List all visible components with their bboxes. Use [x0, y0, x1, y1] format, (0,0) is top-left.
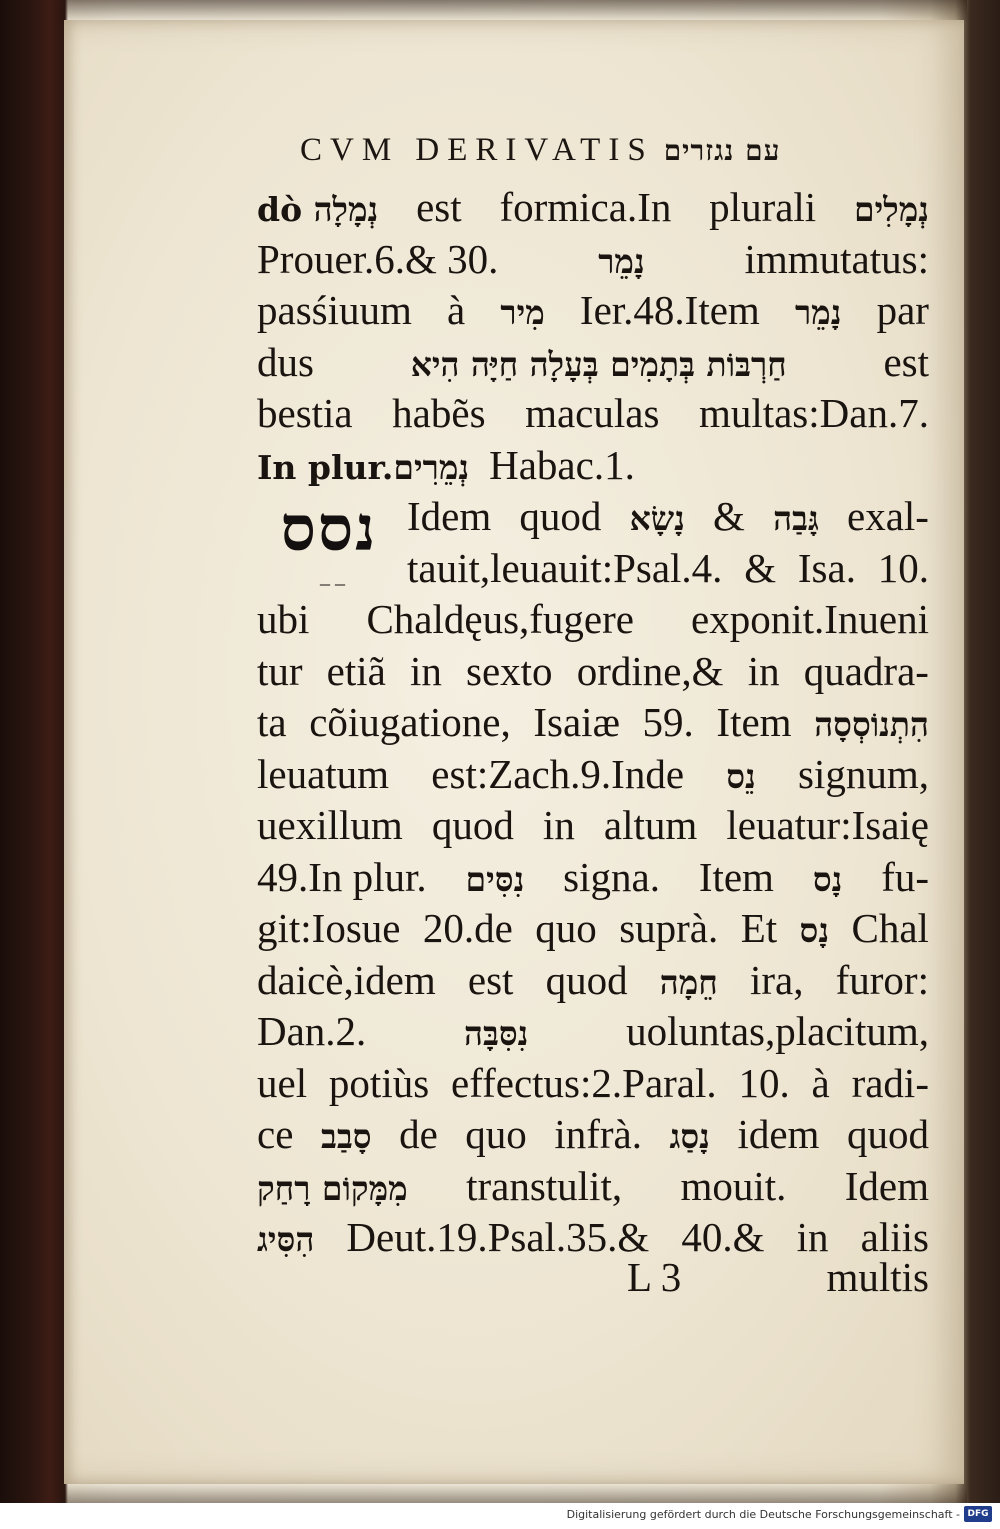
- text-word: quod: [431, 802, 514, 848]
- text-word: ira,: [749, 956, 804, 1003]
- text-word: Deut.19.Psal.35.&: [346, 1214, 650, 1260]
- text-word: Chal: [851, 905, 929, 951]
- text-line: [257, 955, 929, 1007]
- text-word: הִתְנוֹסְסָה: [814, 705, 929, 744]
- entry-heading-hebrew: נסס: [280, 492, 378, 565]
- text-word: גָּבַה: [773, 499, 819, 538]
- text-word: à: [811, 1059, 830, 1106]
- text-word: sexto: [466, 647, 553, 694]
- text-word: est: [416, 184, 462, 230]
- text-word: הִסִּיג: [257, 1220, 315, 1259]
- text-line: [257, 800, 929, 852]
- text-word: 20.de: [422, 905, 513, 951]
- text-word: נִסִּים: [465, 859, 525, 899]
- text-word: signa.: [563, 853, 660, 900]
- catchword: multis: [826, 1254, 929, 1300]
- text-word: 10.: [877, 544, 929, 591]
- text-word: נָס: [799, 911, 830, 950]
- text-line: [257, 543, 929, 595]
- text-line: [257, 1109, 929, 1161]
- text-word: ce: [257, 1111, 294, 1157]
- text-word: ta: [257, 699, 287, 745]
- text-word: idem: [737, 1111, 820, 1157]
- text-word: in: [409, 647, 442, 694]
- text-word: נָמֵר: [598, 241, 645, 281]
- text-word: leuatur:Isaię: [726, 802, 929, 848]
- text-word: in: [542, 802, 575, 848]
- text-word: quo: [535, 905, 597, 951]
- text-word: daicè,idem: [257, 956, 436, 1003]
- text-word: 59.: [642, 699, 694, 745]
- text-word: Ier.48.Item: [579, 287, 760, 333]
- text-word: par: [876, 287, 929, 333]
- text-line: [257, 388, 929, 440]
- text-word: formica.In: [499, 184, 672, 230]
- text-word: נָשָׂא: [629, 499, 685, 538]
- text-line: [257, 491, 929, 543]
- text-word: Isaiæ: [533, 699, 620, 745]
- text-line: [257, 337, 929, 389]
- text-word: חַרְבּוֹת בְּתָמִים בְּעָלָה חַיָּה הִיא: [410, 344, 787, 384]
- running-head: [300, 132, 880, 178]
- text-word: Isa.: [797, 544, 856, 591]
- text-word: 49.In plur.: [257, 853, 427, 900]
- text-word: uel: [257, 1059, 308, 1106]
- text-word: uoluntas,placitum,: [626, 1008, 929, 1054]
- text-word: מִיר: [500, 293, 545, 332]
- text-line: [257, 1006, 929, 1058]
- text-word: &: [713, 493, 745, 539]
- text-word: fu-: [881, 853, 929, 900]
- text-word: quadra-: [803, 647, 929, 694]
- text-word: 40.&: [681, 1214, 765, 1260]
- top-edge-shadow: [62, 0, 967, 22]
- signature-line: [257, 1252, 929, 1304]
- funding-note: Digitalisierung gefördert durch die Deutsche Forschungsgemeinschaft -: [566, 1508, 960, 1521]
- text-line: [257, 1161, 929, 1213]
- text-line: [257, 440, 929, 492]
- text-word: transtulit,: [466, 1162, 623, 1209]
- text-word: est: [467, 956, 514, 1003]
- text-word: maculas: [525, 390, 660, 436]
- body-text: [257, 182, 929, 1264]
- text-word: dus: [257, 338, 314, 385]
- text-word: cõiugatione,: [309, 699, 511, 745]
- text-word: est: [883, 338, 929, 385]
- text-word: Item: [716, 699, 792, 745]
- text-word: נֵס: [726, 756, 756, 796]
- dfg-logo: DFG: [964, 1506, 992, 1522]
- text-word: à: [447, 287, 466, 333]
- text-word: git:Iosue: [257, 905, 401, 951]
- text-word: 10.: [738, 1059, 790, 1106]
- text-word: quod: [846, 1111, 929, 1157]
- text-word: In plur.נְמֵרִים: [257, 447, 470, 487]
- text-line: [257, 1058, 929, 1110]
- text-word: infrà.: [554, 1111, 642, 1157]
- text-word: Et: [740, 905, 778, 951]
- text-word: habẽs: [392, 390, 486, 436]
- text-word: suprà.: [619, 905, 719, 951]
- text-word: etiã: [326, 647, 386, 694]
- text-word: Dan.2.: [257, 1008, 367, 1054]
- running-head-latin: CVM DERIVATIS: [300, 132, 654, 168]
- text-word: מִמָּקוֹם רָחַק: [257, 1168, 408, 1208]
- text-word: נָס: [812, 859, 843, 899]
- text-word: נָסַג: [669, 1117, 710, 1156]
- text-word: נִסִּבָּה: [464, 1014, 529, 1053]
- text-word: tur: [257, 647, 303, 694]
- text-word: pasśiuum: [257, 287, 412, 333]
- text-word: חֵמָה: [659, 962, 718, 1002]
- text-word: mouit.: [680, 1162, 787, 1209]
- text-word: est:Zach.9.Inde: [431, 750, 685, 797]
- text-word: dò נְמָלָה: [257, 190, 379, 229]
- text-word: נְמָלִים: [854, 190, 929, 229]
- text-word: bestia: [257, 390, 353, 436]
- text-word: Chaldęus,fugere: [366, 596, 634, 642]
- running-head-hebrew: עם נגזרים: [663, 134, 781, 167]
- text-word: de: [399, 1111, 438, 1157]
- text-word: Habac.1.: [489, 441, 635, 488]
- text-word: signum,: [797, 750, 929, 797]
- text-word: exal-: [847, 493, 929, 539]
- text-word: Prouer.6.& 30.: [257, 235, 499, 282]
- text-word: aliis: [860, 1214, 929, 1260]
- text-word: altum: [603, 802, 698, 848]
- text-word: immutatus:: [744, 235, 929, 282]
- text-word: furor:: [835, 956, 929, 1003]
- text-line: [257, 852, 929, 904]
- text-line: [257, 903, 929, 955]
- text-word: potiùs: [328, 1059, 430, 1106]
- text-word: in: [747, 647, 780, 694]
- text-line: [257, 697, 929, 749]
- text-word: Idem: [844, 1162, 929, 1209]
- text-word: in: [796, 1214, 829, 1260]
- text-word: סָבַב: [320, 1117, 372, 1156]
- text-word: Idem: [407, 493, 492, 539]
- text-word: radi-: [851, 1059, 929, 1106]
- text-word: plurali: [709, 184, 817, 230]
- bottom-edge-shadow: [62, 1483, 967, 1503]
- signature-mark: L 3: [627, 1254, 682, 1300]
- text-word: leuatum: [257, 750, 390, 797]
- text-word: tauit,leuauit:Psal.4.: [407, 544, 723, 591]
- text-word: quod: [545, 956, 628, 1003]
- text-word: effectus:2.Paral.: [451, 1059, 717, 1106]
- text-word: multas:Dan.7.: [698, 390, 929, 436]
- text-word: exponit.Inueni: [691, 596, 929, 642]
- text-word: ubi: [257, 596, 310, 642]
- text-line: [257, 182, 929, 234]
- text-line: [257, 594, 929, 646]
- text-word: נָמֵר: [794, 293, 842, 332]
- text-word: ordine,&: [576, 647, 724, 694]
- text-line: [257, 749, 929, 801]
- text-line: [257, 285, 929, 337]
- text-word: &: [744, 544, 777, 591]
- text-word: Item: [698, 853, 774, 900]
- text-word: quo: [465, 1111, 527, 1157]
- text-line: [257, 646, 929, 698]
- text-line: [257, 234, 929, 286]
- text-word: quod: [519, 493, 602, 539]
- text-word: uexillum: [257, 802, 403, 848]
